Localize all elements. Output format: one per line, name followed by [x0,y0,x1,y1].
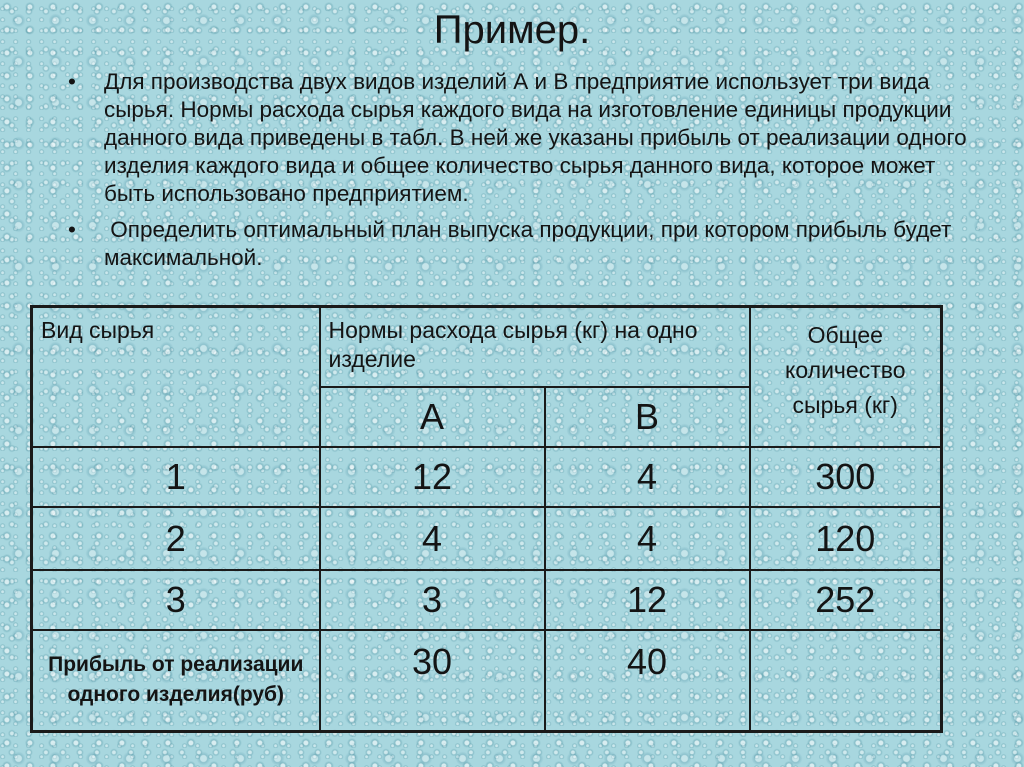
table-row [32,507,942,570]
table-header-row [32,307,942,387]
cell-norm-a: 3 [320,570,545,630]
cell-material-type: 1 [32,447,320,507]
profit-label: Прибыль от реализации одного изделия(руб) [32,630,320,732]
profit-b: 40 [545,630,750,732]
cell-total: 252 [750,570,942,630]
cell-total: 120 [750,507,942,570]
bullet-icon: • [68,217,76,242]
header-product-a: А [320,387,545,447]
cell-norm-a: 12 [320,447,545,507]
bullet-item [62,216,982,272]
cell-material-type: 2 [32,507,320,570]
table-row [32,570,942,630]
header-product-b: В [545,387,750,447]
bullet-icon: • [68,69,76,94]
header-consumption-norms: Нормы расхода сырья (кг) на одно изделие [320,307,750,387]
cell-norm-a: 4 [320,507,545,570]
header-total-amount: Общее количество сырья (кг) [750,307,942,447]
header-material-type: Вид сырья [32,307,320,447]
cell-norm-b: 4 [545,507,750,570]
table-row [32,447,942,507]
profit-total [750,630,942,732]
bullet-list [62,68,982,280]
bullet-text: Для производства двух видов изделий А и В предприятие использует три вида сырья. Нормы расхода сырья каждого вида на изготовление единицы продукции данного вида приведены в табл. В ней же указаны прибыль от реализации одного изделия каждого вида и общее количество сырья данного вида, которое может быть использовано предприятием. [104,69,967,206]
cell-norm-b: 12 [545,570,750,630]
raw-materials-table [30,305,943,733]
cell-norm-b: 4 [545,447,750,507]
profit-row [32,630,942,732]
cell-total: 300 [750,447,942,507]
cell-material-type: 3 [32,570,320,630]
bullet-text: Определить оптимальный план выпуска продукции, при котором прибыль будет максимальной. [104,217,958,270]
bullet-item [62,68,982,208]
slide-title: Пример. [433,8,591,52]
profit-a: 30 [320,630,545,732]
